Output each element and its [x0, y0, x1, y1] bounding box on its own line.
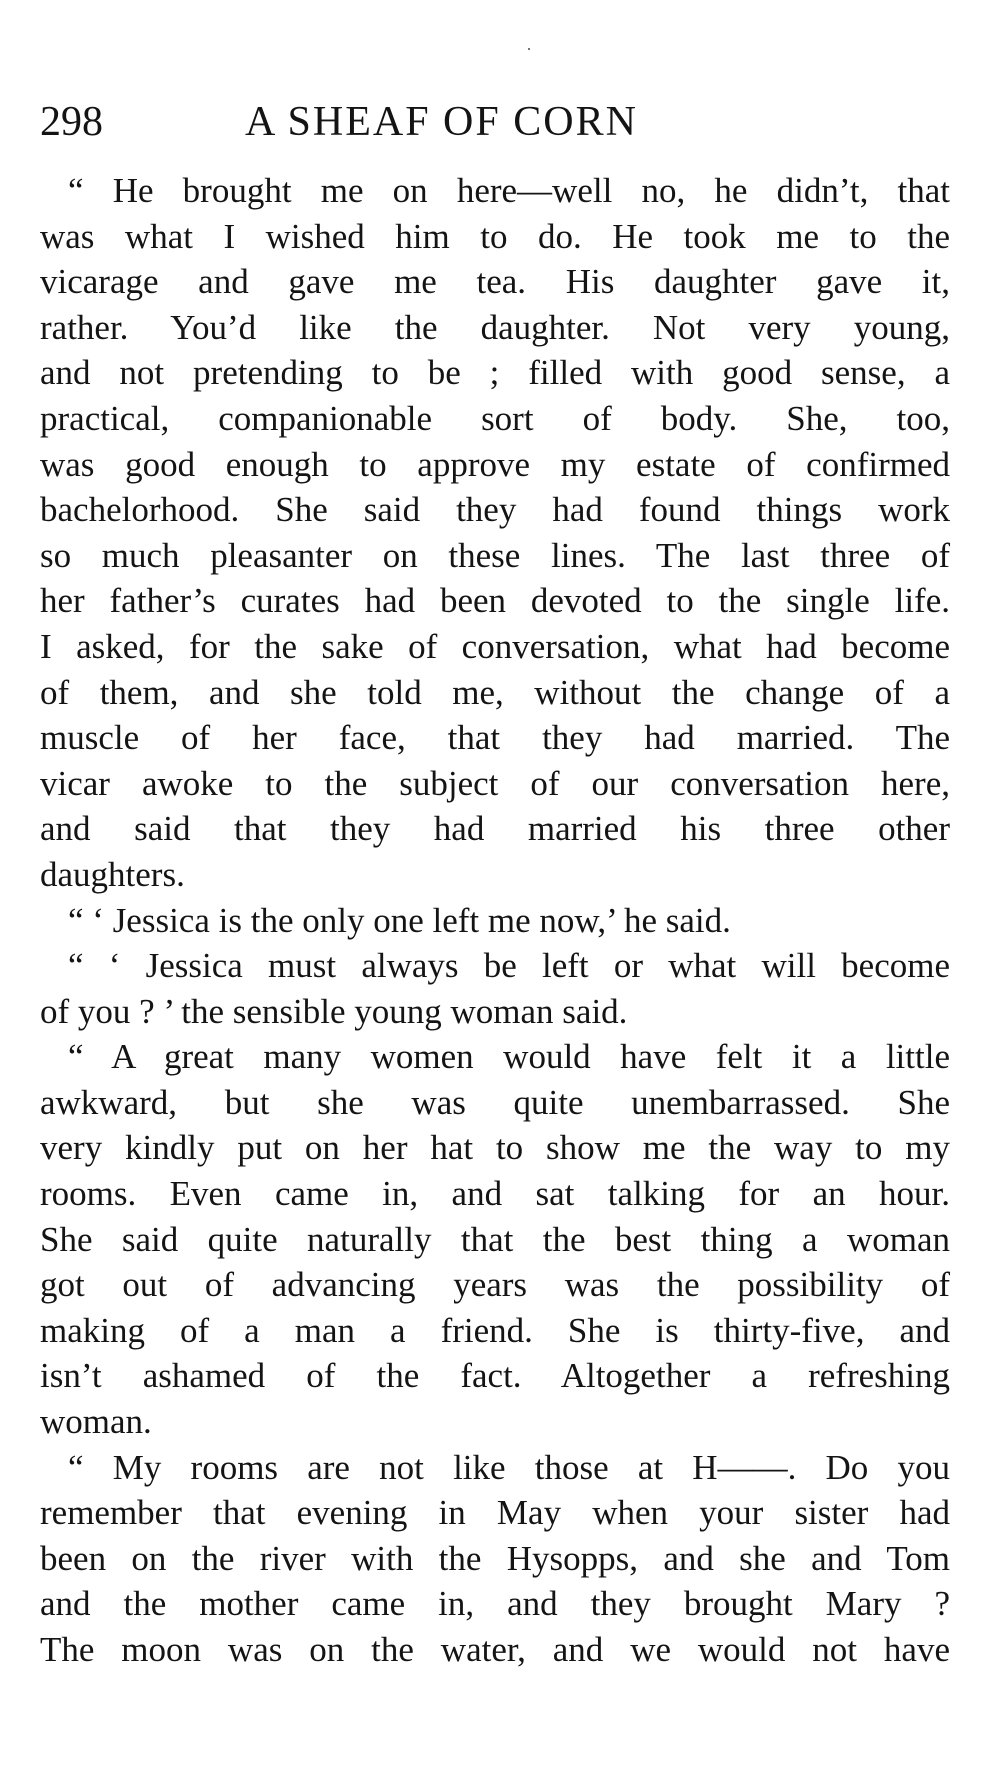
text-line: and not pretending to be ; filled with good sense, a — [40, 353, 950, 393]
text-line: vicarage and gave me tea. His daughter gave it, — [40, 262, 950, 302]
text-line: daughters. — [40, 854, 185, 894]
text-line: “ My rooms are not like those at H——. Do you — [68, 1447, 950, 1487]
text-line: and said that they had married his three other — [40, 809, 950, 849]
text-line: very kindly put on her hat to show me the way to my — [40, 1128, 950, 1168]
text-line: The moon was on the water, and we would not have — [40, 1630, 950, 1669]
text-line: awkward, but she was quite unembarrassed. She — [40, 1082, 950, 1122]
text-line: got out of advancing years was the possibility of — [40, 1265, 950, 1305]
text-line: was what I wished him to do. He took me to the — [40, 216, 950, 256]
book-page — [40, 0, 950, 1785]
text-line: rooms. Even came in, and sat talking for an hour. — [40, 1174, 950, 1214]
body-text — [40, 168, 950, 1673]
text-line: been on the river with the Hysopps, and she and Tom — [40, 1538, 950, 1578]
page-number: 298 — [40, 99, 103, 145]
text-line: rather. You’d like the daughter. Not very young, — [40, 307, 950, 347]
text-line: “ ‘ Jessica is the only one left me now,’ he said. — [68, 900, 731, 940]
text-line: “ He brought me on here—well no, he didn’t, that — [68, 171, 950, 210]
text-line: “ ‘ Jessica must always be left or what will become — [68, 946, 950, 986]
text-line: vicar awoke to the subject of our conversation here, — [40, 763, 950, 803]
text-line: making of a man a friend. She is thirty-five, and — [40, 1310, 950, 1350]
page-header — [40, 92, 950, 152]
text-line: practical, companionable sort of body. She, too, — [40, 398, 950, 438]
text-line: muscle of her face, that they had married. The — [40, 718, 950, 758]
text-line: of you ? ’ the sensible young woman said. — [40, 991, 628, 1031]
text-line: was good enough to approve my estate of confirmed — [40, 444, 950, 484]
text-line: and the mother came in, and they brought Mary ? — [40, 1584, 950, 1624]
text-line: of them, and she told me, without the change of a — [40, 672, 950, 712]
text-line: She said quite naturally that the best thing a woman — [40, 1219, 950, 1259]
text-line: remember that evening in May when your sister had — [40, 1493, 950, 1533]
text-line: I asked, for the sake of conversation, what had become — [40, 626, 950, 666]
text-line: bachelorhood. She said they had found things work — [40, 490, 950, 530]
text-line: “ A great many women would have felt it a little — [68, 1037, 950, 1077]
running-title: A SHEAF OF CORN — [245, 99, 638, 145]
text-line: isn’t ashamed of the fact. Altogether a refreshing — [40, 1356, 950, 1396]
print-speck — [528, 48, 530, 50]
text-line: her father’s curates had been devoted to the single life. — [40, 581, 950, 621]
text-line: woman. — [40, 1402, 152, 1442]
text-line: so much pleasanter on these lines. The last three of — [40, 535, 950, 575]
